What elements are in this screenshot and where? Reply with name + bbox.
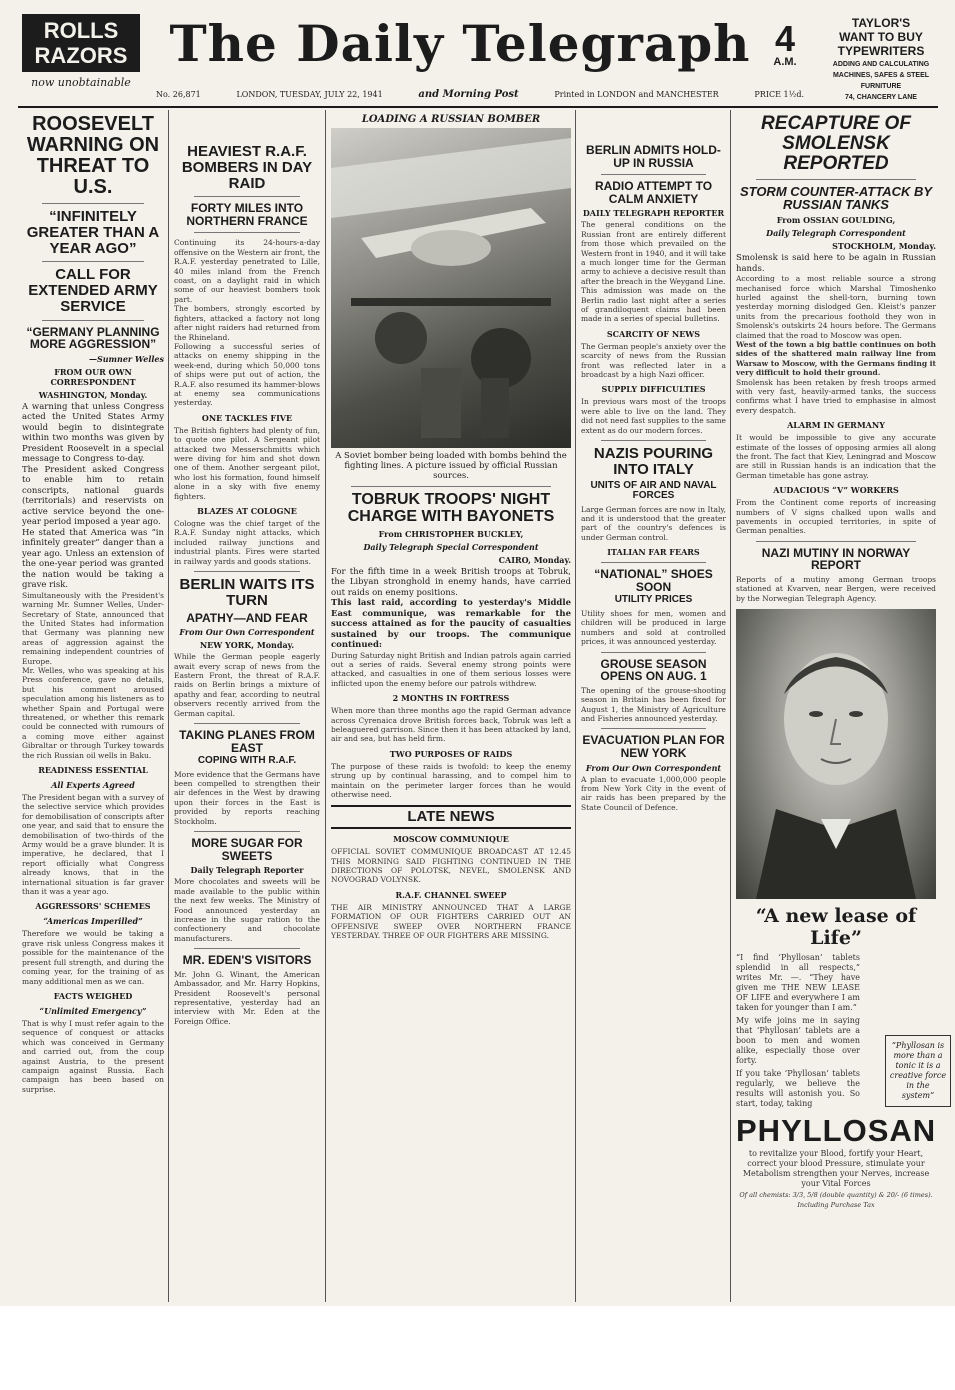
evacuation-headline: EVACUATION PLAN FOR NEW YORK <box>582 733 725 760</box>
bomber-photo <box>331 128 571 448</box>
edition-number: 4 <box>774 18 796 59</box>
berlin-para: In previous wars most of the troops were able to live on the land. They did not need fast supplies to the same extent as do our modern forces. <box>581 397 726 435</box>
divider <box>194 723 300 724</box>
divider <box>194 196 300 197</box>
column-divider <box>730 110 731 1302</box>
column-divider <box>575 110 576 1302</box>
radio-headline: RADIO ATTEMPT TO CALM ANXIETY <box>594 179 713 206</box>
divider <box>194 571 300 572</box>
berlin-para: The German people's anxiety over the scarcity of news from the Russian front was reflected later in a broadcast by a high Nazi officer. <box>581 341 726 380</box>
masthead-dateline <box>150 84 810 104</box>
lease-of-life-heading: “A new lease of Life” <box>755 905 917 950</box>
late-news-item: R.A.F. CHANNEL SWEEP <box>395 889 507 900</box>
roosevelt-para: Simultaneously with the President's warning Mr. Sumner Welles, Under-Secretary of State, announced that the United States had information that Germany was planning new areas of aggression against the remaining independent countries of Europe. <box>22 590 164 666</box>
ad-right-line6: FURNITURE <box>860 83 902 90</box>
italy-subhead: ITALIAN FAR FEARS <box>607 547 700 558</box>
morning-post: and Morning Post <box>418 88 519 100</box>
raf-headline: HEAVIEST R.A.F. BOMBERS IN DAY RAID <box>181 143 313 192</box>
tobruk-para: This last raid, according to yesterday's Middle East communique, was remarkable for the success attained as for the paucity of casualties sustained by our troops. The communique continued: <box>331 598 571 651</box>
berlin-waits-dateline: NEW YORK, Monday. <box>199 640 295 651</box>
grouse-headline: GROUSE SEASON OPENS ON AUG. 1 <box>600 656 707 684</box>
divider <box>601 440 706 441</box>
roosevelt-dateline: WASHINGTON, Monday. <box>38 389 148 400</box>
shoes-subhead: UTILITY PRICES <box>614 594 693 606</box>
roosevelt-para: Therefore we would be taking a grave risk unless Congress makes it possible for the maintenance of the present full strength, and during the coming year, for the training of as many additional men as we can. <box>22 929 164 986</box>
roosevelt-lead: A warning that unless Congress acted the United States Army would begin to disintegrate within two months was given by President Roosevelt in a special message to Congress to-day. <box>22 401 164 465</box>
sugar-headline: MORE SUGAR FOR SWEETS <box>191 836 303 863</box>
raf-subhead-small: BLAZES AT COLOGNE <box>197 506 297 516</box>
smolensk-byline-2: Daily Telegraph Correspondent <box>766 228 906 239</box>
facts-subhead-2: “Unlimited Emergency” <box>39 1005 147 1016</box>
edition-badge <box>760 18 810 68</box>
divider <box>756 541 916 542</box>
divider <box>42 261 144 262</box>
late-news-item: MOSCOW COMMUNIQUE <box>393 834 509 845</box>
evacuation-para: A plan to evacuate 1,000,000 people from New York City in the event of air raids has been prepared by the State Council of Defence. <box>581 774 726 812</box>
smolensk-para: It would be impossible to give any accurate estimate of the losses of opposing armies all along the front. The fact that Kiev, Leningrad and Moscow are still in Russian hands is an indication that the German timetable has gone astray. <box>736 433 936 480</box>
roosevelt-para: He stated that America was “in infinitely greater” danger than a year ago. Unless an extension of the one-year period was granted the nation would be taking a grave risk. <box>22 527 164 591</box>
tobruk-headline: TOBRUK TROOPS' NIGHT CHARGE WITH BAYONETS <box>347 491 555 525</box>
alarm-subhead: ALARM IN GERMANY <box>787 420 885 431</box>
v-workers-para: From the Continent come reports of increasing numbers of V signs chalked upon walls and pavements in occupied territories, in spite of German penalties. <box>736 498 936 536</box>
berlin-subhead: SCARCITY OF NEWS <box>606 328 701 339</box>
portrait-illustration <box>736 609 936 899</box>
berlin-subhead: SUPPLY DIFFICULTIES <box>601 384 706 395</box>
place-date: LONDON, TUESDAY, JULY 22, 1941 <box>236 89 383 99</box>
phyllosan-price: Of all chemists: 3/3, 5/8 (double quantity) & 20/- (6 times). Including Purchase Tax <box>739 1191 933 1209</box>
ad-text: If you take ‘Phyllosan’ tablets regularly, we believe the results will astonish you. So start, today, taking <box>736 1069 860 1109</box>
aggressors-subhead: AGGRESSORS' SCHEMES <box>35 901 151 912</box>
ad-text: “I find ‘Phyllosan’ tablets splendid in all respects,” writes Mr. —. “They have given me THE NEW LEASE OF LIFE and everywhere I am taken for younger than I am.” <box>736 953 860 1013</box>
smolensk-dateline: STOCKHOLM, Monday. <box>832 241 936 252</box>
tobruk-lead: For the fifth time in a week British troops at Tobruk, the Libyan stronghold in enemy hands, have carried out raids on enemy positions. <box>331 566 571 598</box>
v-workers-subhead: AUDACIOUS “V” WORKERS <box>773 485 899 496</box>
raf-subhead-small: ONE TACKLES FIVE <box>201 412 293 423</box>
ad-left-line2: RAZORS <box>34 43 128 68</box>
army-service-headline: CALL FOR EXTENDED ARMY SERVICE <box>28 266 158 315</box>
divider <box>42 320 144 321</box>
berlin-byline: DAILY TELEGRAPH REPORTER <box>582 208 725 219</box>
ad-right-line5: MACHINES, SAFES & STEEL <box>832 72 930 79</box>
smolensk-headline: RECAPTURE OF SMOLENSK REPORTED <box>761 114 911 174</box>
evacuation-byline: From Our Own Correspondent <box>585 762 722 773</box>
smolensk-lead: Smolensk is said here to be again in Russian hands. <box>736 253 936 274</box>
divider <box>601 728 706 729</box>
readiness-subhead-2: All Experts Agreed <box>51 780 135 790</box>
phyllosan-slogan: to revitalize your Blood, fortify your Heart, correct your blood Pressure, stimulate your Metabolism strengthen your Nerves, increase your Vital Forces <box>742 1149 930 1189</box>
divider <box>601 174 706 175</box>
issue-number: No. 26,871 <box>156 89 201 99</box>
tobruk-subhead: 2 MONTHS IN FORTRESS <box>392 693 510 704</box>
roosevelt-headline: ROOSEVELT WARNING ON THREAT TO U.S. <box>26 114 160 198</box>
phyllosan-portrait <box>736 609 936 899</box>
bomber-illustration <box>331 128 571 448</box>
smolensk-para: West of the town a big battle continues on both sides of the shattered main railway line from Warsaw to Moscow, with the Germans finding it very difficult to hold their ground. <box>736 339 936 378</box>
shoes-headline: “NATIONAL” SHOES SOON <box>594 567 713 594</box>
planes-headline: TAKING PLANES FROM EAST <box>179 727 315 755</box>
column-tobruk <box>331 114 571 1302</box>
late-news-heading: LATE NEWS <box>331 805 571 829</box>
column-divider <box>325 110 326 1302</box>
roosevelt-subhead: “INFINITELY GREATER THAN A YEAR AGO” <box>26 208 160 257</box>
column-raf <box>174 114 320 1302</box>
tobruk-subhead: TWO PURPOSES OF RAIDS <box>389 748 513 759</box>
rolls-razors-ad <box>22 14 140 96</box>
ad-text: My wife joins me in saying that ‘Phyllosan’ tablets are a boon to men and women alike, especially those over forty. <box>736 1016 860 1066</box>
nazis-italy-para: Large German forces are now in Italy, and it is understood that the greater part of the country's defences is under German control. <box>581 504 726 542</box>
shoes-para: Utility shoes for men, women and children will be produced in large numbers and sold at controlled prices, it was announced yesterday. <box>581 608 726 647</box>
divider <box>194 948 300 949</box>
column-roosevelt <box>22 114 164 1302</box>
grouse-para: The opening of the grouse-shooting season in Britain has been fixed for August 1, the Ministry of Agriculture and Fisheries announced yesterday. <box>581 685 726 723</box>
germany-planning-headline: “GERMANY PLANNING MORE AGGRESSION” <box>26 324 160 352</box>
late-news-text: THE AIR MINISTRY ANNOUNCED THAT A LARGE FORMATION OF OUR FIGHTERS CARRIED OUT AN OFFENSIVE SWEEP OVER NORTHERN FRANCE YESTERDAY. THREE OF OUR FIGHTERS ARE MISSING. <box>331 902 571 941</box>
ad-right-line1: TAYLOR'S <box>851 16 911 30</box>
berlin-para: This admission was made on the Berlin radio last night after a series of grandiloquent claims had been made in a series of special bulletins. <box>581 286 726 324</box>
late-news-text: OFFICIAL SOVIET COMMUNIQUE BROADCAST AT 12.45 THIS MORNING SAID FIGHTING CONTINUED IN THE DIRECTIONS OF POLOTSK, NEVEL, SMOLENSK AND NOVOGRAD VOLYNSK. <box>331 847 571 885</box>
tobruk-para: When more than three months ago the rapid German advance across Cyrenaica drove British forces back, Tobruk was left a beleaguered garrison. Since then it has been attacked by land, air and sea, but has held firm. <box>331 706 571 744</box>
berlin-waits-byline: From Our Own Correspondent <box>179 627 315 638</box>
divider <box>194 831 300 832</box>
tobruk-byline-2: Daily Telegraph Special Correspondent <box>363 541 539 552</box>
raf-subhead: FORTY MILES INTO NORTHERN FRANCE <box>186 201 308 228</box>
column-berlin <box>581 114 726 1302</box>
berlin-waits-para: While the German people eagerly await every scrap of news from the Eastern Front, the threat of R.A.F. raids on Berlin brings a mixture of apathy and fear, according to neutral observers recently arrived from the German capital. <box>174 652 320 718</box>
newspaper-title: The Daily Telegraph <box>169 14 751 73</box>
roosevelt-para: The President began with a survey of the selective service which provides for demobilisation of conscripts after one year, and said that to ensure the demobilisation of two-thirds of the Army would be a grave blunder. It is imperative, he declared, that I report officially what Congress already knows, that in the international situation is far graver than it was a year ago. <box>22 793 164 897</box>
readiness-subhead: READINESS ESSENTIAL <box>38 765 148 775</box>
berlin-admits-headline: BERLIN ADMITS HOLD-UP IN RUSSIA <box>586 143 721 170</box>
roosevelt-para: The President asked Congress to enable him to retain conscripts, national guards (territorials) and reservists on active service beyond the one-year period imposed a year ago. <box>22 464 164 528</box>
smolensk-ad-column <box>736 114 936 1302</box>
welles-attribution: —Sumner Welles <box>88 353 164 364</box>
photo-caption: A Soviet bomber being loaded with bombs behind the fighting lines. A picture issued by official Russian sources. <box>335 451 567 481</box>
divider <box>601 562 706 563</box>
divider <box>194 232 300 233</box>
tobruk-dateline: CAIRO, Monday. <box>498 554 571 565</box>
raf-para: Continuing its 24-hours-a-day offensive on the Western air front, the R.A.F. yesterday penetrated to Lille, 40 miles inland from the French coast, on a daylight raid in which some of our heaviest bombers took part. <box>174 238 320 304</box>
divider <box>42 203 144 204</box>
berlin-waits-headline: BERLIN WAITS ITS TURN <box>179 576 315 609</box>
column-divider <box>168 110 169 1302</box>
planes-subhead: COPING WITH R.A.F. <box>197 755 297 767</box>
taylors-ad <box>816 16 946 102</box>
smolensk-subhead: STORM COUNTER-ATTACK BY RUSSIAN TANKS <box>739 183 933 213</box>
phyllosan-brand: PHYLLOSAN <box>736 1113 936 1149</box>
raf-para: The bombers, strongly escorted by fighters, attacked a factory not long after night raiders had returned from the Rhineland. <box>174 304 320 342</box>
berlin-para: The general conditions on the Russian front are entirely different from those which prevailed on the Western front in 1940, and it will take a much longer time for the German army to achieve a decisive result than after the breach in the Weygand Line. <box>581 220 726 286</box>
ad-left-tag: now unobtainable <box>31 76 131 89</box>
phyllosan-quote-box: “Phyllosan is more than a tonic it is a creative force in the system” <box>885 1035 951 1107</box>
rolls-razors-box <box>22 14 140 72</box>
raf-para: Cologne was the chief target of the R.A.F. Sunday night attacks, which included railway junctions and industrial plants. Fires were started in railway yards and goods stations. <box>174 519 320 566</box>
nazis-italy-subhead: UNITS OF AIR AND NAVAL FORCES <box>590 479 717 502</box>
divider <box>601 652 706 653</box>
smolensk-byline: From OSSIAN GOULDING, <box>776 215 896 226</box>
roosevelt-para: That is why I must refer again to the sequence of conquest or attacks which was conceived in Germany and carried out, from the coup against Austria, to the present campaign against Russia. Each campaign has been based on surprise. <box>22 1018 164 1094</box>
aggressors-subhead-2: “Americas Imperilled” <box>43 916 143 927</box>
planes-para: More evidence that the Germans have been compelled to strengthen their air defences in the West by drawing upon their forces in the East is provided by reports reaching Stockholm. <box>174 769 320 826</box>
divider <box>756 179 916 180</box>
ad-right-address: 74, CHANCERY LANE <box>845 94 917 101</box>
ad-right-line3: TYPEWRITERS <box>837 44 925 58</box>
berlin-waits-subhead: APATHY—AND FEAR <box>186 610 308 625</box>
raf-para: Following a successful series of attacks on enemy shipping in the week-end, during which 50,000 tons of ships were put out of action, the R.A.F. also resumed its hammer-blows at enemy sea communications yesterday. <box>174 341 320 408</box>
ad-right-line2: WANT TO BUY <box>839 30 923 44</box>
printed-in: Printed in LONDON and MANCHESTER <box>554 89 719 99</box>
eden-para: Mr. John G. Winant, the American Ambassador, and Mr. Harry Hopkins, President Roosevelt's personal representative, yesterday had an interview with Mr. Eden at the Foreign Office. <box>174 969 320 1026</box>
price: PRICE 1½d. <box>754 89 804 99</box>
smolensk-para: Smolensk has been retaken by fresh troops armed with very fast, heavily-armed tanks, the success confirms what I have tried to emphasise in almost every despatch. <box>736 377 936 415</box>
norway-headline: NAZI MUTINY IN NORWAY REPORT <box>761 545 911 573</box>
roosevelt-para: Mr. Welles, who was speaking at his Press conference, gave no details, but his comment aroused speculation among his listeners as to whether Spain and Portugal were threatened, or whether this remark could be connected with rumours of a coming move either against Gibraltar or through Turkey towards the rich Russian oil wells in Baku. <box>22 665 164 760</box>
sugar-para: More chocolates and sweets will be made available to the public within the next few weeks. The Ministry of Food announced yesterday an increase in the sugar ration to the confectionery and chocolate manufacturers. <box>174 877 320 943</box>
sugar-byline: Daily Telegraph Reporter <box>190 865 304 876</box>
divider <box>351 486 551 487</box>
masthead-rule <box>18 106 938 108</box>
tobruk-para: The purpose of these raids is twofold: to keep the enemy strung up by continual harassing, and to compel him to maintain on the perimeter larger forces than he would otherwise need. <box>331 761 571 800</box>
photo-top-caption: LOADING A RUSSIAN BOMBER <box>361 114 541 125</box>
nazis-italy-headline: NAZIS POURING INTO ITALY <box>593 445 714 478</box>
tobruk-para: During Saturday night British and Indian patrols again carried out a series of raids. Several enemy strong points were attacked, and casualties in one of them serious losses were inflicted upon the enemy before our patrols withdrew. <box>331 650 571 688</box>
raf-para: The British fighters had plenty of fun, to quote one pilot. A Sergeant pilot attacked two Messerschmitts which were diving for him and shot down one of them. Another sergeant pilot, who lost his formation, found himself alone in a sky with five enemy fighters. <box>174 425 320 501</box>
ad-right-line4: ADDING AND CALCULATING <box>832 61 930 68</box>
facts-subhead: FACTS WEIGHED <box>53 990 133 1001</box>
ad-left-line1: ROLLS <box>43 18 119 43</box>
smolensk-para: According to a most reliable source a strong mechanised force which Marshal Timoshenko hurled against the shell-torn, burning town yesterday morning dislodged Gen. Kleist's panzer units from the precarious foothold they won in Smolensk's outskirts 24 hours before. The Germans claimed that the road to Moscow was open. <box>736 274 936 340</box>
roosevelt-byline: FROM OUR OWN CORRESPONDENT <box>50 366 136 387</box>
norway-para: Reports of a mutiny among German troops stationed at Kvarven, near Bergen, were received by the Norwegian Telegraph Agency. <box>736 575 936 603</box>
edition-time: A.M. <box>773 56 797 68</box>
tobruk-byline: From CHRISTOPHER BUCKLEY, <box>378 528 524 539</box>
eden-headline: MR. EDEN'S VISITORS <box>182 953 312 968</box>
